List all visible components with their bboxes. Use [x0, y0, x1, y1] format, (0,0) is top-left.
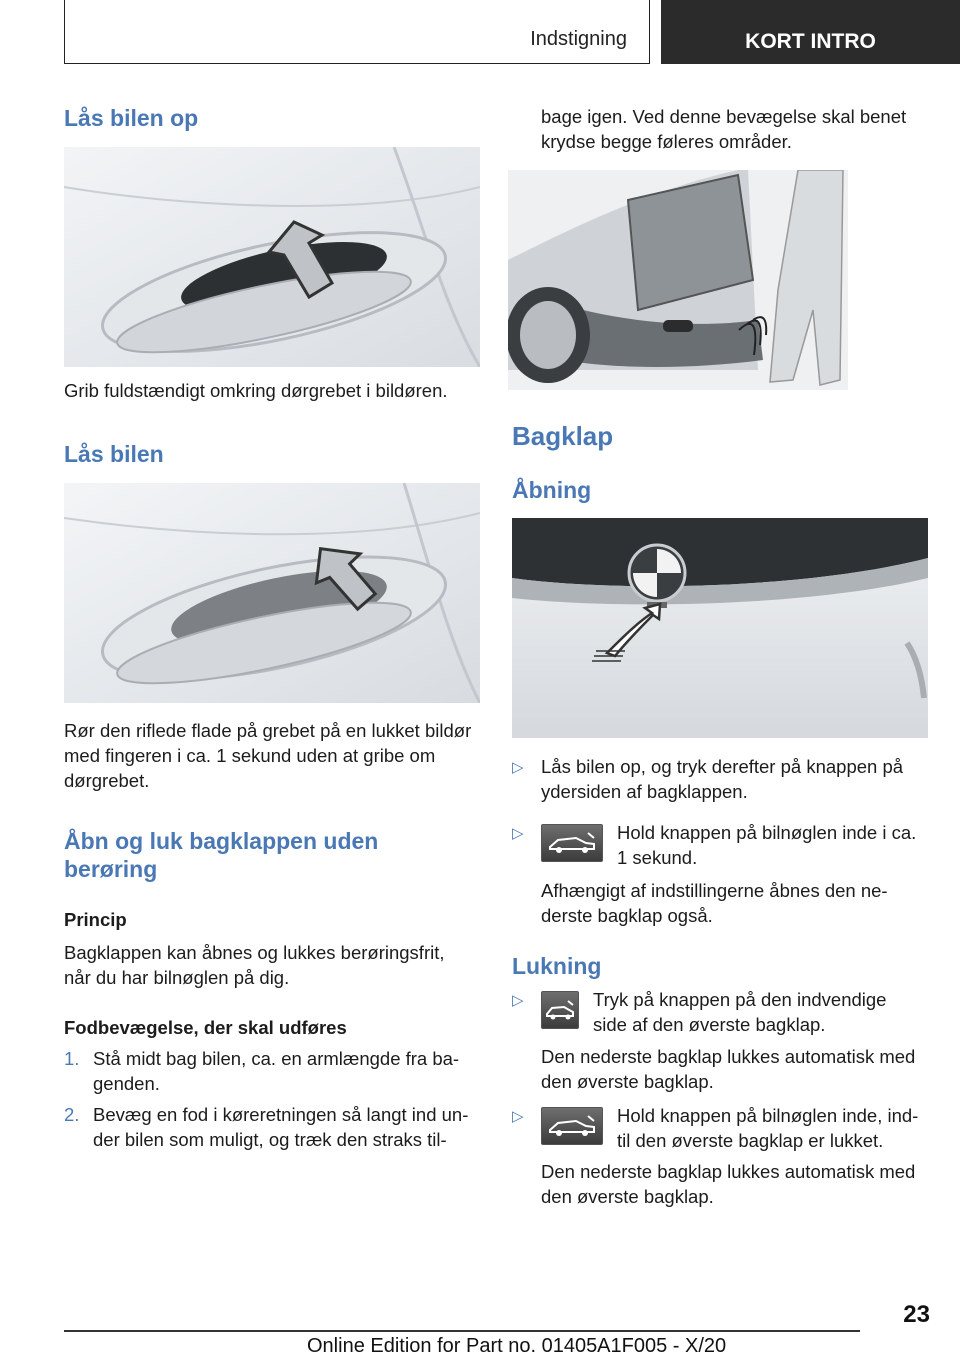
- step-item: [64, 1102, 484, 1152]
- continued-step-text: [541, 104, 906, 154]
- opening-note-line: Afhængigt af indstillingerne åbnes den ne-: [541, 880, 888, 901]
- step-item: [64, 1046, 484, 1096]
- closing-item-line: til den øverste bagklap er lukket.: [617, 1130, 884, 1151]
- footer-divider: [64, 1330, 860, 1332]
- continued-line: bage igen. Ved denne bevægelse skal benet: [541, 106, 907, 127]
- lock-caption-line: dørgrebet.: [64, 770, 150, 791]
- header-chapter-tab: KORT INTRO: [661, 0, 960, 64]
- car-key-tailgate-button-icon: [541, 824, 603, 862]
- step-line: der bilen som muligt, og træk den straks til-: [93, 1129, 447, 1150]
- opening-heading: Åbning: [512, 477, 592, 503]
- movement-heading: Fodbevægelse, der skal udføres: [64, 1017, 347, 1038]
- closing-note-line: den øverste bagklap.: [541, 1186, 714, 1207]
- step-number: 2.: [64, 1104, 80, 1125]
- opening-item-line: Lås bilen op, og tryk derefter på knappen på: [541, 756, 904, 777]
- door-handle-unlock-figure: [64, 147, 480, 367]
- step-line: Bevæg en fod i køreretningen så langt ind un-: [93, 1104, 469, 1125]
- lock-caption: [64, 718, 484, 793]
- closing-note-line: Den nederste bagklap lukkes automatisk med: [541, 1161, 916, 1182]
- step-line: Stå midt bag bilen, ca. en armlængde fra ba-: [93, 1048, 460, 1069]
- page-number: 23: [903, 1301, 930, 1328]
- lock-caption-line: med fingeren i ca. 1 sekund uden at gribe om: [64, 745, 436, 766]
- bullet-triangle-icon: ▷: [512, 992, 524, 1009]
- step-list: [64, 1046, 484, 1152]
- touchless-heading-line: berøring: [64, 856, 158, 882]
- closing-note-line: Den nederste bagklap lukkes automatisk med: [541, 1046, 916, 1067]
- interior-tailgate-button-icon: [541, 991, 579, 1029]
- opening-note-line: derste bagklap også.: [541, 905, 713, 926]
- lock-heading: Lås bilen: [64, 441, 164, 467]
- lock-caption-line: Rør den riflede flade på grebet på en lukket bildør: [64, 720, 472, 741]
- closing-item-line: Hold knappen på bilnøglen inde, ind-: [617, 1105, 919, 1126]
- unlock-heading: Lås bilen op: [64, 105, 199, 131]
- continued-line: krydse begge føleres områder.: [541, 131, 792, 152]
- bullet-triangle-icon: ▷: [512, 1108, 524, 1125]
- principle-line: Bagklappen kan åbnes og lukkes berøringsfrit,: [64, 942, 445, 963]
- header-section-box: [64, 0, 650, 64]
- closing-item-line: Tryk på knappen på den indvendige: [593, 989, 887, 1010]
- opening-item-line: 1 sekund.: [617, 847, 698, 868]
- step-line: genden.: [93, 1073, 160, 1094]
- car-key-tailgate-button-icon: [541, 1107, 603, 1145]
- touchless-heading: [64, 827, 378, 883]
- door-handle-lock-figure: [64, 483, 480, 703]
- bullet-triangle-icon: ▷: [512, 759, 524, 776]
- tailgate-button-figure: [512, 518, 928, 738]
- footer-edition: Online Edition for Part no. 01405A1F005 - X/20: [307, 1335, 727, 1357]
- principle-line: når du har bilnøglen på dig.: [64, 967, 290, 988]
- tailgate-heading: Bagklap: [512, 421, 614, 451]
- opening-item: [512, 754, 932, 804]
- step-number: 1.: [64, 1048, 80, 1069]
- opening-item-line: Hold knappen på bilnøglen inde i ca.: [617, 822, 917, 843]
- unlock-caption: Grib fuldstændigt omkring dørgrebet i bildøren.: [64, 380, 448, 401]
- foot-movement-figure: [508, 170, 848, 390]
- header-section-title: Indstigning: [530, 28, 627, 50]
- principle-heading: Princip: [64, 909, 127, 930]
- closing-note-line: den øverste bagklap.: [541, 1071, 714, 1092]
- touchless-heading-line: Åbn og luk bagklappen uden: [64, 828, 379, 854]
- opening-item-line: ydersiden af bagklappen.: [541, 781, 748, 802]
- closing-heading: Lukning: [512, 953, 602, 979]
- closing-item-line: side af den øverste bagklap.: [593, 1014, 826, 1035]
- bullet-triangle-icon: ▷: [512, 825, 524, 842]
- principle-text: [64, 940, 445, 990]
